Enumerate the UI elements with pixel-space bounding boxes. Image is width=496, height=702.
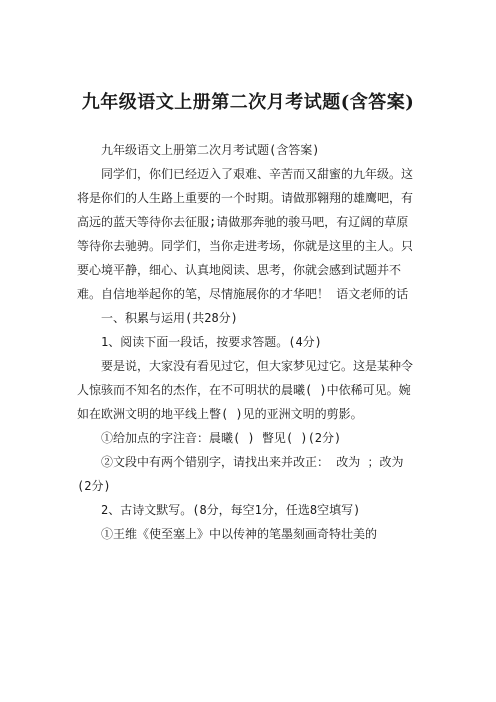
question-2-part-1: ①王维《使至塞上》中以传神的笔墨刻画奇特壮美的: [101, 527, 378, 541]
paragraph-subtitle: 九年级语文上册第二次月考试题(含答案): [101, 143, 320, 157]
section-heading: 一、积累与运用(共28分): [101, 311, 238, 325]
document-title: 九年级语文上册第二次月考试题(含答案): [81, 92, 415, 113]
document-body: [77, 138, 419, 546]
question-1-part-2: ②文段中有两个错别字，请找出来并改正： 改为 ；改为 (2分): [77, 455, 404, 493]
question-1: 1、阅读下面一段话，按要求答题。(4分): [101, 335, 322, 349]
question-2: 2、古诗文默写。(8分，每空1分，任选8空填写): [101, 503, 361, 517]
paragraph-teacher-note: 同学们，你们已经迈入了艰难、辛苦而又甜蜜的九年级。这将是你们的人生路上重要的一个时期。请做那翱翔的雄鹰吧，有高远的蓝天等待你去征服;请做那奔驰的骏马吧，有辽阔的草原等待你去驰骋。同学们，当你走进考场，你就是这里的主人。只要心境平静，细心、认真地阅读、思考，你就会感到试题并不难。自信地举起你的笔，尽情施展你的才华吧！ 语文老师的话: [77, 167, 414, 301]
question-1-passage: 要是说，大家没有看见过它，但大家梦见过它。这是某种令人惊骇而不知名的杰作，在不可明状的晨曦( )中依稀可见。婉如在欧洲文明的地平线上瞥( )见的亚洲文明的剪影。: [77, 359, 414, 421]
question-1-part-1: ①给加点的字注音：晨曦( ) 瞥见( )(2分): [101, 431, 342, 445]
